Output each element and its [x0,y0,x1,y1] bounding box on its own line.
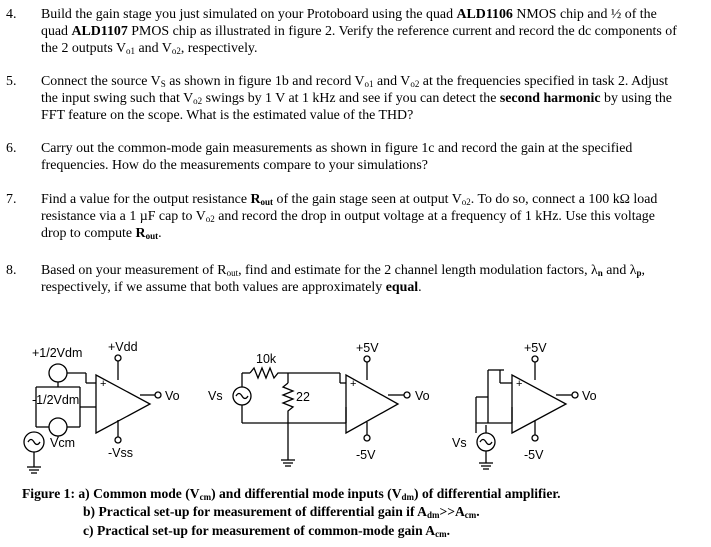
item-text: Based on your measurement of $R_{out}$, find and estimate for the 2 channel length modulation factors, $\lambda_n$ and $\lambda_p$, respectively, if we assume that both values are approximately equal. [41,263,646,295]
label-output-b: Vo [415,389,430,403]
circuit-b-differential-gain-setup [208,341,430,466]
label-minus-half-vdm: -1/2Vdm [32,393,80,407]
supply-pos-terminal-c [532,356,538,362]
output-terminal-c [572,392,578,398]
item-number: 7. [6,192,17,207]
label-vdd: +Vdd [108,340,138,354]
item-number: 5. [6,74,17,89]
label-output-a: Vo [165,389,180,403]
circuit-a-common-differential-inputs [24,340,180,473]
vdd-terminal [115,355,121,361]
output-terminal-b [404,392,410,398]
item-number: 8. [6,263,17,278]
caption-line-2: b) Practical set-up for measurement of differential gain if $A_{dm}>>A_{cm}$. [83,504,480,520]
circuit-figure [0,335,711,480]
label-vcm: Vcm [50,436,75,450]
plus-sign: + [350,378,357,390]
label-supply-neg-b: -5V [356,448,376,462]
item-number: 6. [6,141,17,156]
supply-pos-terminal-b [364,356,370,362]
circuit-c-common-mode-gain-setup [452,341,597,469]
item-text: Find a value for the output resistance $R_{out}$ of the gain stage seen at output $V_{o2}$. To do so, connect a 100 kΩ load resistance via a 1 µF cap to $V_{o2}$ and record the drop in output voltage at a frequency of 1 kHz. Use this voltage drop to compute $R_{out}$. [41,192,658,241]
resistor-10k [250,368,288,378]
item-number: 4. [6,7,17,22]
supply-neg-terminal-b [364,435,370,441]
plus-sign: + [100,378,107,390]
item-text: Connect the source $V_S$ as shown in figure 1b and record $V_{o1}$ and $V_{o2}$ at the frequencies specified in task 2. Adjust the input swing such that $V_{o2}$ swings by 1 V at 1 kHz and see if you can detect the second harmonic by using the FFT feature on the scope. What is the estimated value of the THD? [41,74,672,123]
source-plus-half-vdm [49,364,67,382]
output-terminal-a [155,392,161,398]
supply-neg-terminal-c [532,435,538,441]
label-vs-b: Vs [208,389,223,403]
caption-line-1: Figure 1: a) Common mode $(V_{cm})$ and differential mode inputs $(V_{dm})$ of differential amplifier. [22,486,561,502]
source-minus-half-vdm [49,418,67,436]
label-supply-pos-b: +5V [356,341,379,355]
label-22: 22 [296,390,310,404]
resistor-22 [283,383,293,423]
label-10k: 10k [256,352,277,366]
caption-line-3: c) Practical set-up for measurement of common-mode gain $A_{cm}$. [83,523,451,539]
label-output-c: Vo [582,389,597,403]
vss-terminal [115,437,121,443]
label-plus-half-vdm: +1/2Vdm [32,346,83,360]
item-text: Carry out the common-mode gain measurements as shown in figure 1c and record the gain at the specified frequencies. How do the measurements compare to your simulations? [41,141,633,173]
label-supply-pos-c: +5V [524,341,547,355]
plus-sign: + [516,378,523,390]
label-vs-c: Vs [452,436,467,450]
label-supply-neg-c: -5V [524,448,544,462]
item-text: Build the gain stage you just simulated on your Protoboard using the quad ALD1106 NMOS chip and ½ of the quad ALD1107 PMOS chip as illustrated in figure 2. Verify the reference current and record the dc components of the 2 outputs $V_{o1}$ and $V_{o2}$, respectively. [41,7,677,56]
label-vss: -Vss [108,446,133,460]
